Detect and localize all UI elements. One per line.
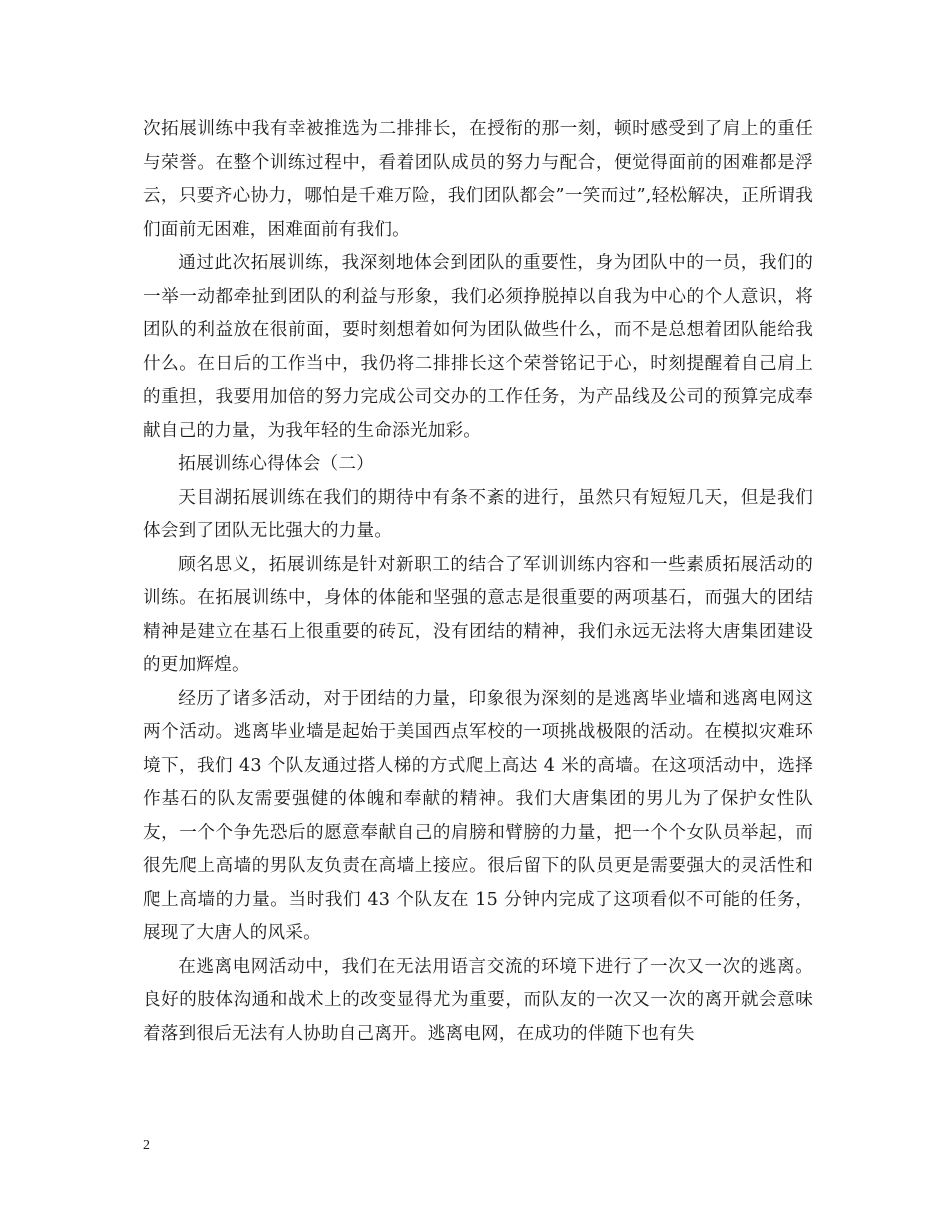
paragraph-2: 通过此次拓展训练，我深刻地体会到团队的重要性，身为团队中的一员，我们的一举一动都牵扯到团队的利益与形象，我们必须挣脱掉以自我为中心的个人意识，将团队的利益放在很前面，要时刻想着如何为团队做些什么，而不是总想着团队能给我什么。在日后的工作当中，我仍将二排排长这个荣誉铭记于心，时刻提醒着自己肩上的重担，我要用加倍的努力完成公司交办的工作任务，为产品线及公司的预算完成奉献自己的力量，为我年轻的生命添光加彩。 bbox=[143, 253, 813, 441]
section-heading: 拓展训练心得体会（二） bbox=[178, 454, 374, 474]
document-body bbox=[143, 113, 813, 1051]
page-number: 2 bbox=[143, 1138, 150, 1153]
paragraph-5: 经历了诸多活动，对于团结的力量，印象很为深刻的是逃离毕业墙和逃离电网这两个活动。逃离毕业墙是起始于美国西点军校的一项挑战极限的活动。在模拟灾难环境下，我们 43 个队友通过搭人梯的方式爬上高达 4 米的高墙。在这项活动中，选择作基石的队友需要强健的体魄和奉献的精神。我们大唐集团的男儿为了保护女性队友，一个个争先恐后的愿意奉献自己的肩膀和臂膀的力量，把一个个女队员举起，而很先爬上高墙的男队友负责在高墙上接应。很后留下的队员更是需要强大的灵活性和爬上高墙的力量。当时我们 43 个队友在 15 分钟内完成了这项看似不可能的任务，展现了大唐人的风采。 bbox=[143, 688, 813, 943]
paragraph-3: 天目湖拓展训练在我们的期待中有条不紊的进行，虽然只有短短几天，但是我们体会到了团队无比强大的力量。 bbox=[143, 487, 813, 541]
paragraph-6: 在逃离电网活动中，我们在无法用语言交流的环境下进行了一次又一次的逃离。良好的肢体沟通和战术上的改变显得尤为重要，而队友的一次又一次的离开就会意味着落到很后无法有人协助自己离开。逃离电网，在成功的伴随下也有失 bbox=[143, 956, 813, 1044]
paragraph-1: 次拓展训练中我有幸被推选为二排排长，在授衔的那一刻，顿时感受到了肩上的重任与荣誉。在整个训练过程中，看着团队成员的努力与配合，便觉得面前的困难都是浮云，只要齐心协力，哪怕是千难万险，我们团队都会”一笑而过”,轻松解决，正所谓我们面前无困难，困难面前有我们。 bbox=[143, 119, 813, 240]
paragraph-4: 顾名思义，拓展训练是针对新职工的结合了军训训练内容和一些素质拓展活动的训练。在拓展训练中，身体的体能和坚强的意志是很重要的两项基石，而强大的团结精神是建立在基石上很重要的砖瓦，没有团结的精神，我们永远无法将大唐集团建设的更加辉煌。 bbox=[143, 554, 813, 675]
